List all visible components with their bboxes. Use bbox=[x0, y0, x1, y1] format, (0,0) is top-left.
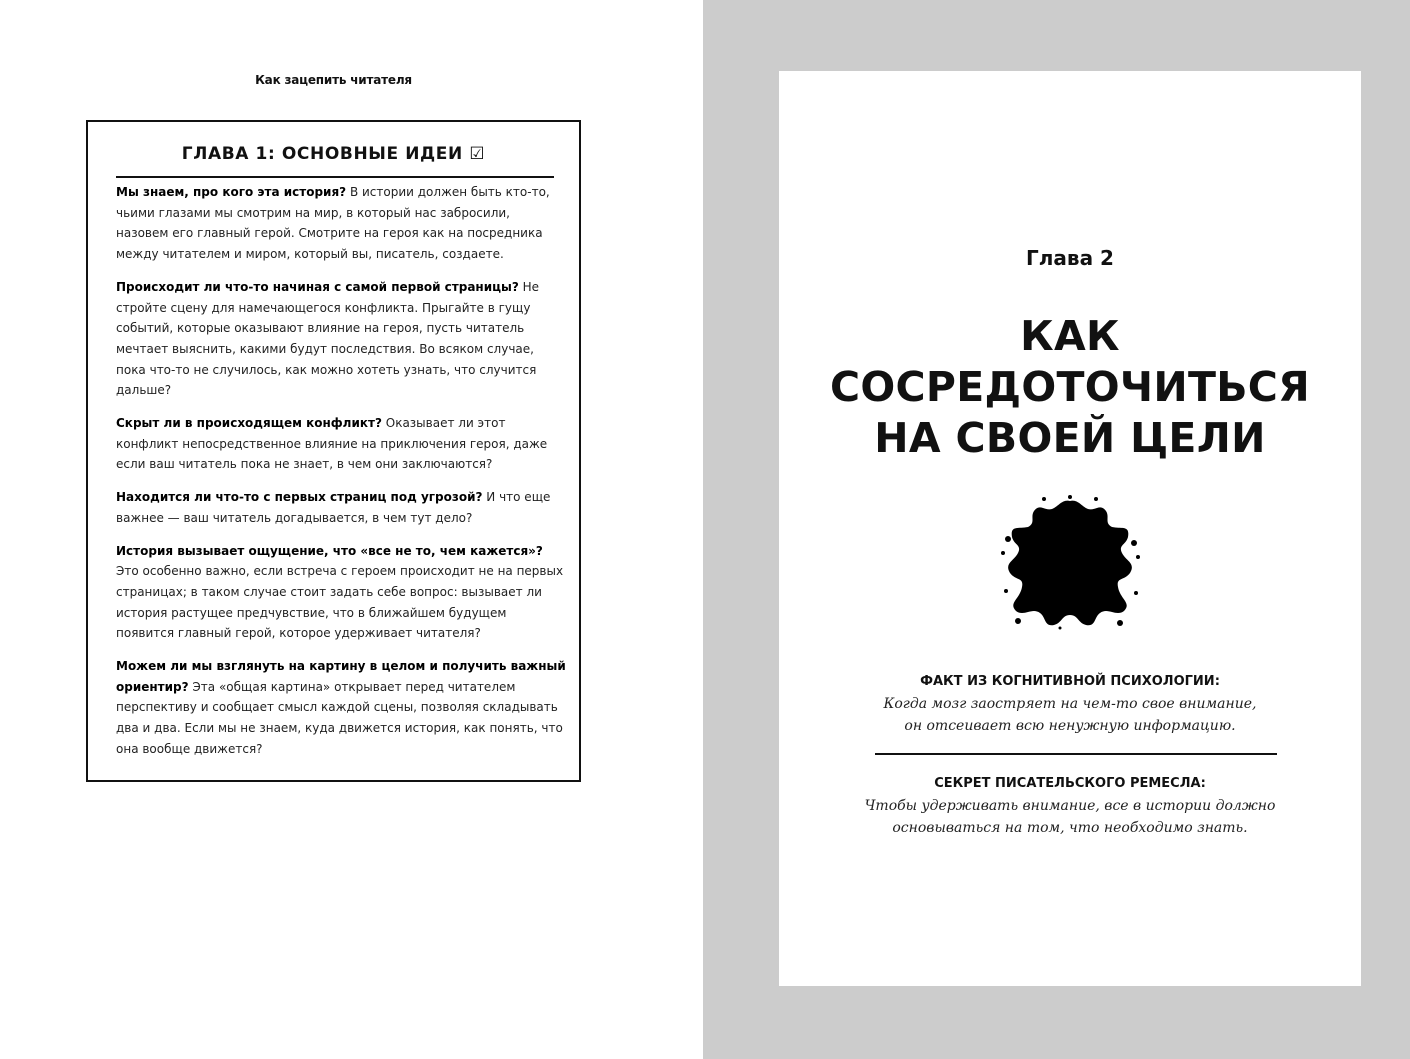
answer: В истории должен быть кто-то, чьими глазами мы смотрим на мир, в который нас забросили, назовем его главный герой. Смотрите на героя как на посредника между читателем и миром, который вы, писатель, создаете. bbox=[116, 185, 550, 262]
question: Скрыт ли в происходящем конфликт? bbox=[116, 416, 382, 431]
answer: Эта «общая картина» открывает перед читателем перспективу и сообщает смысл каждой сцены, позволяя складывать два и два. Если мы не знаем, куда движется история, как понять, что она вообще движется? bbox=[116, 679, 563, 756]
answer: Оказывает ли этот конфликт непосредственное влияние на приключения героя, даже если ваш читатель пока не знает, в чем они заключаются? bbox=[116, 416, 548, 472]
box-divider bbox=[116, 176, 554, 178]
running-head: Как зацепить читателя bbox=[255, 73, 412, 87]
secret-heading: СЕКРЕТ ПИСАТЕЛЬСКОГО РЕМЕСЛА: bbox=[934, 776, 1206, 791]
secret-text: Чтобы удерживать внимание, все в истории должно основываться на том, что необходимо знать. bbox=[864, 798, 1276, 836]
answer: Не стройте сцену для намечающегося конфликта. Прыгайте в гущу событий, которые оказывают влияние на героя, пусть читатель мечтает выяснить, какими будут последствия. Во всяком случае, пока что-то не случилось, как можно хотеть узнать, что случится дальше? bbox=[116, 279, 540, 398]
fact-heading: ФАКТ ИЗ КОГНИТИВНОЙ ПСИХОЛОГИИ: bbox=[920, 674, 1220, 689]
chapter-summary-box bbox=[86, 120, 581, 782]
fact-text: Когда мозг заостряет на чем-то свое внимание, он отсеивает всю ненужную информацию. bbox=[883, 696, 1257, 734]
answer: И что еще важнее — ваш читатель догадывается, в чем тут дело? bbox=[116, 490, 551, 525]
right-page bbox=[779, 71, 1361, 986]
question: История вызывает ощущение, что «все не то, чем кажется»? bbox=[116, 543, 543, 558]
list-item bbox=[116, 656, 566, 760]
chapter-label: Глава 2 bbox=[1026, 246, 1114, 270]
section-divider bbox=[875, 753, 1277, 755]
list-item bbox=[116, 182, 566, 265]
list-item bbox=[116, 541, 566, 645]
box-title: ГЛАВА 1: ОСНОВНЫЕ ИДЕИ ☑ bbox=[181, 144, 486, 164]
question: Находится ли что-то с первых страниц под угрозой? bbox=[116, 490, 483, 505]
question: Можем ли мы взглянуть на картину в целом и получить важный ориентир? bbox=[116, 659, 566, 694]
answer: Это особенно важно, если встреча с героем происходит не на первых страницах; в таком случае стоит задать себе вопрос: вызывает ли история растущее предчувствие, что в ближайшем будущем появится главный герой, которое удерживает читателя? bbox=[116, 564, 564, 641]
chapter-title: КАК СОСРЕДОТОЧИТЬСЯ НА СВОЕЙ ЦЕЛИ bbox=[829, 312, 1311, 462]
question: Мы знаем, про кого эта история? bbox=[116, 185, 347, 199]
list-item bbox=[116, 487, 566, 528]
list-item bbox=[116, 277, 566, 401]
key-ideas-list bbox=[116, 182, 566, 769]
inkblot-icon bbox=[1000, 495, 1140, 630]
list-item bbox=[116, 413, 566, 475]
left-page bbox=[0, 0, 703, 1059]
question: Происходит ли что-то начиная с самой первой страницы? bbox=[116, 279, 519, 294]
